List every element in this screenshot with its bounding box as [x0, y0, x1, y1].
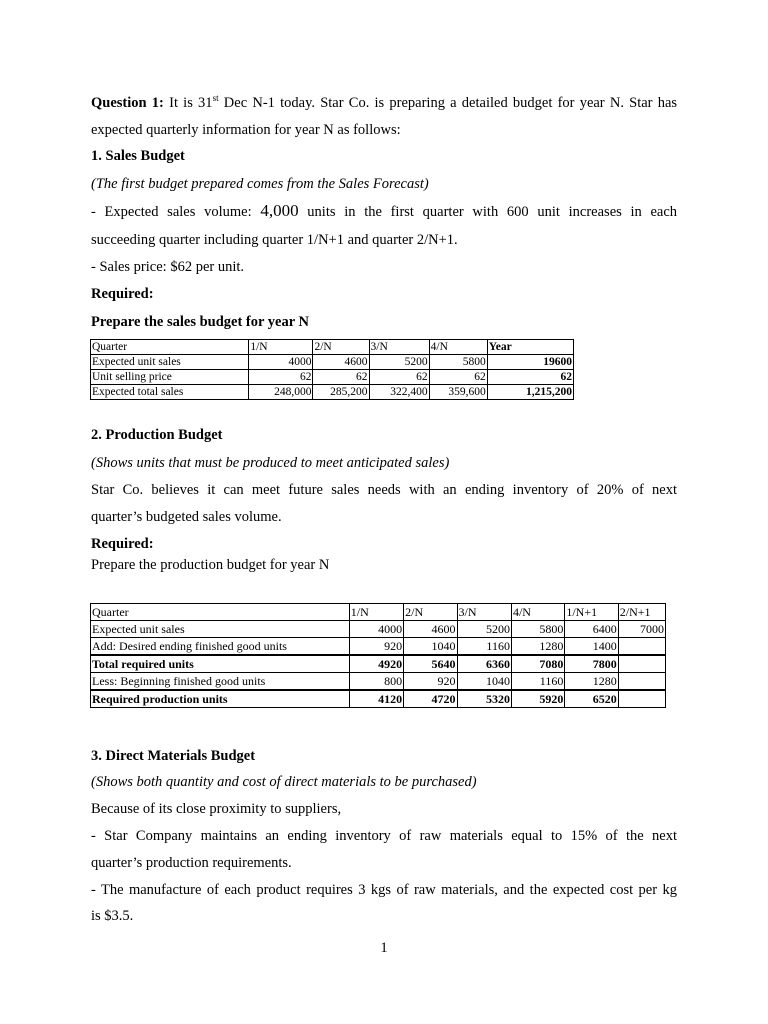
table-cell: 1400	[565, 638, 618, 656]
production-budget-heading	[91, 426, 677, 444]
table-cell: 7000	[618, 621, 665, 638]
table-cell: 4920	[349, 655, 403, 673]
table-cell: 5200	[369, 355, 429, 370]
table-cell	[618, 673, 665, 691]
table-row	[91, 690, 666, 708]
table-cell: 1040	[404, 638, 457, 656]
sales-task-text: Prepare the sales budget for year N	[91, 314, 310, 330]
table-header-cell: Year	[487, 340, 573, 355]
table-cell: 1040	[457, 673, 511, 691]
table-cell: 19600	[487, 355, 573, 370]
table-cell: 5200	[457, 621, 511, 638]
table-header-cell: 2/N	[313, 340, 369, 355]
table-cell: 7080	[511, 655, 564, 673]
table-cell: Required production units	[91, 690, 350, 708]
table-header-cell: 2/N+1	[618, 604, 665, 621]
production-budget-heading-text: 2. Production Budget	[91, 427, 223, 443]
materials-budget-heading-text: 3. Direct Materials Budget	[91, 748, 256, 764]
materials-para-2a: - Star Company maintains an ending inventory of raw materials equal to 15% of the next	[91, 828, 677, 844]
sales-budget-heading-text: 1. Sales Budget	[91, 148, 185, 164]
table-cell: 285,200	[313, 385, 369, 400]
table-cell: 1160	[511, 673, 564, 691]
table-cell: 1280	[511, 638, 564, 656]
sales-volume-line-2: succeeding quarter including quarter 1/N+1 and quarter 2/N+1.	[91, 232, 458, 248]
table-cell: 62	[487, 370, 573, 385]
table-cell: Total required units	[91, 655, 350, 673]
materials-budget-note	[91, 773, 677, 791]
sales-task	[91, 313, 677, 331]
table-cell: 62	[249, 370, 313, 385]
table-cell: 4600	[313, 355, 369, 370]
table-cell	[618, 655, 665, 673]
table-row	[91, 385, 574, 400]
table-header-cell: 1/N+1	[565, 604, 618, 621]
production-para-1: Star Co. believes it can meet future sales needs with an ending inventory of 20% of next	[91, 482, 677, 498]
table-cell: 6360	[457, 655, 511, 673]
sales-volume-line-1	[91, 202, 677, 221]
table-row	[91, 370, 574, 385]
table-header-cell: 3/N	[369, 340, 429, 355]
table-cell: 4000	[249, 355, 313, 370]
table-cell: Expected unit sales	[91, 355, 249, 370]
table-header-cell: 4/N	[429, 340, 487, 355]
table-cell: Less: Beginning finished good units	[91, 673, 350, 691]
table-cell: 7800	[565, 655, 618, 673]
table-header-cell: 1/N	[349, 604, 403, 621]
table-cell: 6520	[565, 690, 618, 708]
table-cell: 800	[349, 673, 403, 691]
materials-para-2b: quarter’s production requirements.	[91, 855, 292, 871]
table-cell: 62	[429, 370, 487, 385]
table-row	[91, 655, 666, 673]
table-cell: 6400	[565, 621, 618, 638]
table-cell: 5920	[511, 690, 564, 708]
table-header-cell: 3/N	[457, 604, 511, 621]
table-cell: 62	[313, 370, 369, 385]
question-label: Question 1:	[91, 95, 164, 111]
sales-price: - Sales price: $62 per unit.	[91, 259, 245, 275]
table-cell: Unit selling price	[91, 370, 249, 385]
materials-para-3b: is $3.5.	[91, 908, 134, 924]
table-cell: 920	[404, 673, 457, 691]
table-header-row	[91, 604, 666, 621]
production-budget-table	[90, 603, 666, 708]
sales-volume-number: 4,000	[260, 201, 299, 220]
sales-volume-a: - Expected sales volume:	[91, 204, 252, 220]
production-budget-note	[91, 454, 677, 472]
production-required-text: Required:	[91, 536, 154, 552]
table-cell: Expected total sales	[91, 385, 249, 400]
table-cell: 62	[369, 370, 429, 385]
sales-budget-note-text: (The first budget prepared comes from the Sales Forecast)	[91, 176, 429, 192]
table-cell: 5800	[511, 621, 564, 638]
table-cell: 1280	[565, 673, 618, 691]
sales-required	[91, 285, 677, 303]
table-row	[91, 621, 666, 638]
table-row	[91, 638, 666, 656]
table-cell: 248,000	[249, 385, 313, 400]
table-header-cell: 1/N	[249, 340, 313, 355]
table-header-cell: Quarter	[91, 340, 249, 355]
production-required	[91, 535, 677, 553]
intro-text-a: It is 31	[169, 95, 213, 111]
sales-required-text: Required:	[91, 286, 154, 302]
production-para-2: quarter’s budgeted sales volume.	[91, 509, 282, 525]
sales-budget-table	[90, 339, 574, 400]
table-cell: 322,400	[369, 385, 429, 400]
table-cell: 4720	[404, 690, 457, 708]
table-row	[91, 355, 574, 370]
intro-text-b: Dec N-1 today. Star Co. is preparing a detailed budget for year N. Star has	[223, 95, 678, 111]
table-cell: 359,600	[429, 385, 487, 400]
table-cell: Add: Desired ending finished good units	[91, 638, 350, 656]
table-cell: Expected unit sales	[91, 621, 350, 638]
table-header-cell: 2/N	[404, 604, 457, 621]
materials-budget-heading	[91, 747, 677, 765]
table-cell: 1160	[457, 638, 511, 656]
intro-sup: st	[212, 93, 219, 103]
materials-para-3a: - The manufacture of each product requires 3 kgs of raw materials, and the expected cost per kg	[91, 882, 677, 898]
materials-budget-note-text: (Shows both quantity and cost of direct materials to be purchased)	[91, 774, 477, 790]
table-cell: 920	[349, 638, 403, 656]
table-cell: 4000	[349, 621, 403, 638]
page-number: 1	[380, 940, 388, 956]
sales-volume-b: units in the first quarter with 600 unit increases in each	[307, 204, 678, 220]
table-header-cell: 4/N	[511, 604, 564, 621]
table-header-cell: Quarter	[91, 604, 350, 621]
table-cell: 5640	[404, 655, 457, 673]
materials-para-1: Because of its close proximity to suppliers,	[91, 801, 342, 817]
table-row	[91, 673, 666, 691]
production-task: Prepare the production budget for year N	[91, 557, 330, 573]
table-cell: 1,215,200	[487, 385, 573, 400]
table-cell	[618, 690, 665, 708]
intro-line-2: expected quarterly information for year N as follows:	[91, 122, 401, 138]
table-cell: 5800	[429, 355, 487, 370]
table-header-row	[91, 340, 574, 355]
table-cell	[618, 638, 665, 656]
sales-budget-note	[91, 175, 677, 193]
sales-budget-heading	[91, 147, 677, 165]
production-budget-note-text: (Shows units that must be produced to meet anticipated sales)	[91, 455, 450, 471]
table-cell: 4120	[349, 690, 403, 708]
intro-line-1	[91, 94, 677, 112]
table-cell: 4600	[404, 621, 457, 638]
table-cell: 5320	[457, 690, 511, 708]
